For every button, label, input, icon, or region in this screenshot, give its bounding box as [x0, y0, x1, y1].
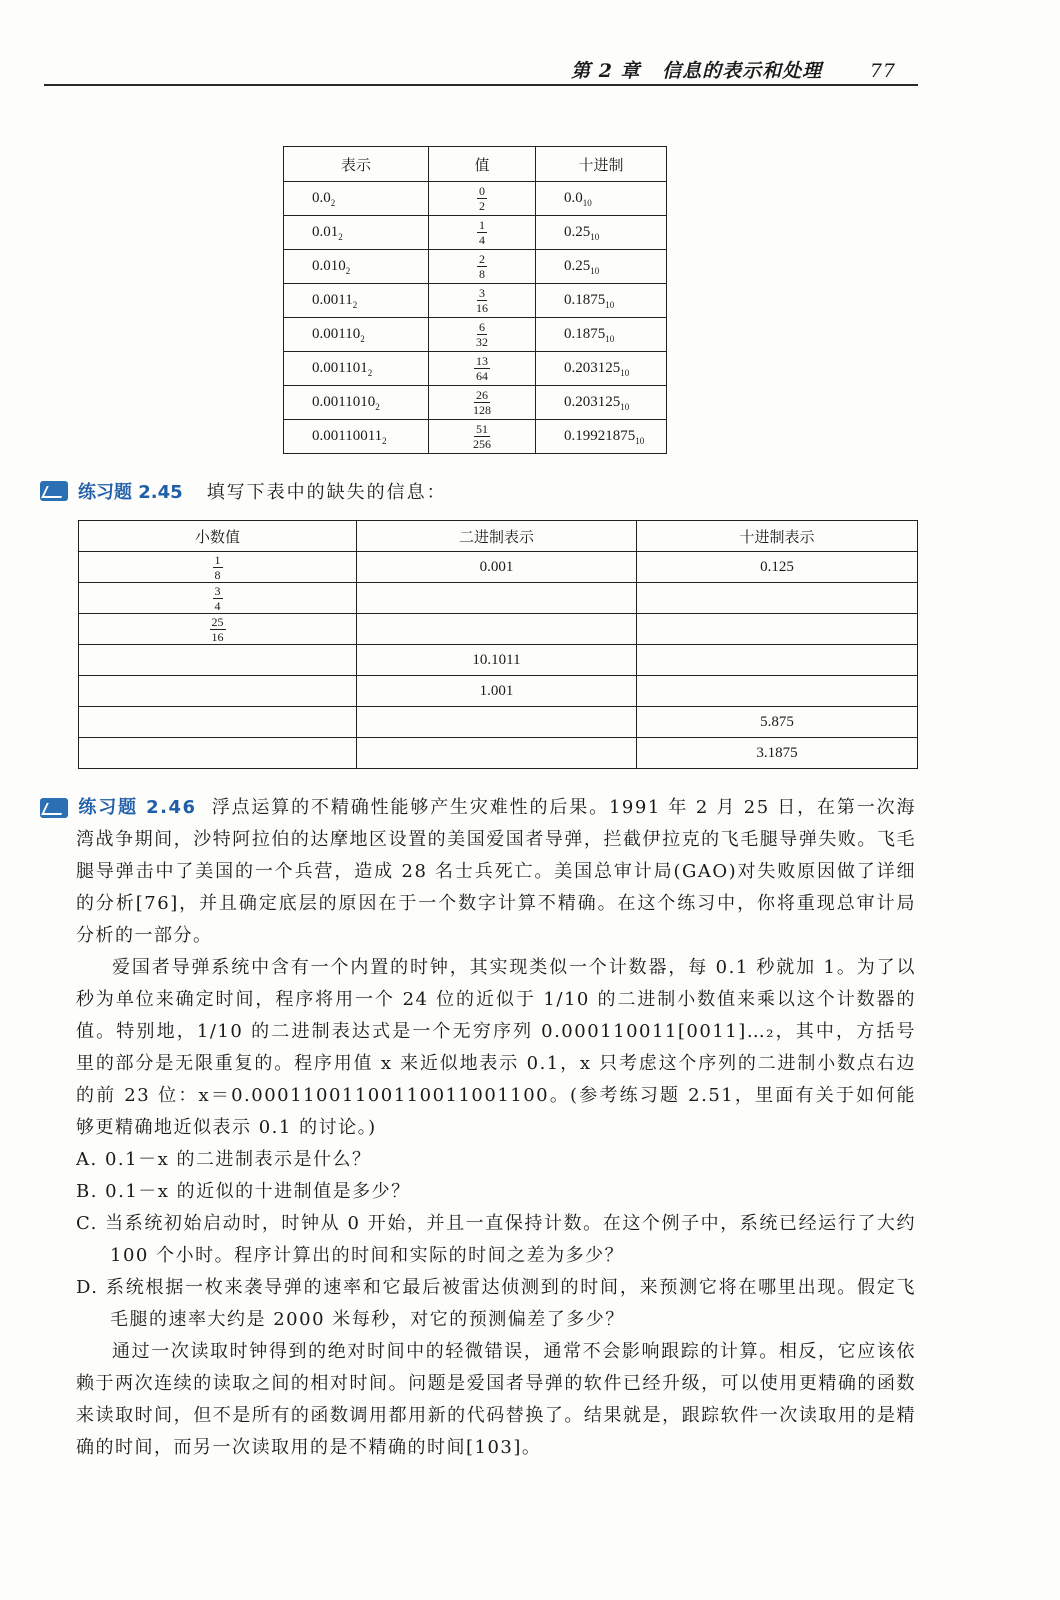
table-row [284, 318, 667, 352]
fraction-value-cell [429, 250, 536, 284]
table-row [79, 583, 918, 614]
decimal-cell [536, 386, 667, 420]
numerator: 13 [476, 354, 488, 368]
paragraph-clock: 爱国者导弹系统中含有一个内置的时钟，其实现类似一个计数器，每 0.1 秒就加 1。为了以秒为单位来确定时间，程序将用一个 24 位的近似于 1/10 的二进制小数值来乘以这个计数器的值。特别地，1/10 的二进制表达式是一个无穷序列 0.000110011[0011]…₂，其中，方括号里的部分是无限重复的。程序用值 x 来近似地表示 0.1，x 只考虑这个序列的二进制小数点右边的前 23 位：x＝0.00011001100110011001100。(参考练习题 2.51，里面有关于如何能够更精确地近似表示 0.1 的讨论。) [76, 957, 916, 1138]
denominator: 128 [473, 403, 491, 417]
header-binary: 二进制表示 [357, 521, 637, 552]
decimal-cell [536, 250, 667, 284]
decimal-cell [536, 182, 667, 216]
fraction-value-cell [79, 583, 357, 614]
denominator: 256 [473, 437, 491, 451]
table-row [284, 284, 667, 318]
exercise-pen-icon [40, 481, 68, 501]
fraction [213, 585, 223, 612]
base-subscript: 10 [605, 299, 615, 310]
fraction [213, 554, 223, 581]
numerator: 25 [211, 614, 224, 629]
fraction-value-cell [429, 284, 536, 318]
fraction-value-cell [429, 352, 536, 386]
table-row [284, 352, 667, 386]
decimal-digits: 0.0 [564, 189, 583, 206]
decimal-cell [637, 614, 918, 645]
decimal-cell [536, 284, 667, 318]
exercise-2-45-heading [40, 478, 447, 504]
fraction-value-cell [429, 420, 536, 454]
denominator: 8 [214, 567, 221, 582]
binary-representation-cell [284, 318, 429, 352]
chapter-title: 信息的表示和处理 [662, 60, 823, 82]
fraction [471, 389, 493, 416]
base-subscript: 10 [620, 367, 630, 378]
table-header-row [79, 521, 918, 552]
fraction [471, 423, 493, 450]
base-subscript: 2 [330, 197, 336, 208]
base-subscript: 10 [605, 333, 615, 344]
decimal-cell [637, 645, 918, 676]
decimal-digits: 0.25 [564, 257, 591, 274]
binary-digits: 0.010 [312, 257, 346, 274]
fraction [474, 321, 490, 348]
fraction-value-cell [79, 614, 357, 645]
header-representation: 表示 [284, 147, 429, 182]
decimal-digits: 0.25 [564, 223, 591, 240]
fraction-value-cell [79, 552, 357, 583]
binary-representation-cell [284, 216, 429, 250]
decimal-digits: 0.203125 [564, 359, 621, 376]
base-subscript: 2 [367, 367, 373, 378]
binary-representation-cell [284, 386, 429, 420]
question-a: A. 0.1－x 的二进制表示是什么？ [76, 1149, 372, 1170]
question-c: C. 当系统初始启动时，时钟从 0 开始，并且一直保持计数。在这个例子中，系统已经运行了大约 100 个小时。程序计算出的时间和实际的时间之差为多少？ [76, 1213, 916, 1266]
numerator: 6 [479, 320, 485, 334]
fraction [474, 287, 490, 314]
base-subscript: 2 [382, 435, 387, 446]
exercise-2-46-intro [76, 792, 916, 952]
numerator: 26 [476, 388, 488, 402]
denominator: 4 [479, 233, 485, 247]
chapter-number: 第 2 章 [571, 60, 641, 82]
denominator: 32 [476, 335, 488, 349]
binary-digits: 0.001101 [312, 359, 368, 376]
base-subscript: 2 [345, 265, 351, 276]
binary-fraction-table [283, 146, 667, 454]
header-decimal: 十进制表示 [637, 521, 918, 552]
fraction-value-cell [429, 318, 536, 352]
decimal-digits: 0.1875 [564, 325, 606, 342]
base-subscript: 2 [360, 333, 365, 344]
fraction [210, 616, 226, 643]
decimal-cell [536, 420, 667, 454]
fraction [474, 355, 490, 382]
denominator: 16 [211, 629, 224, 644]
denominator: 64 [476, 369, 488, 383]
numerator: 2 [479, 252, 485, 266]
fraction-value-cell [79, 676, 357, 707]
denominator: 4 [214, 598, 221, 613]
fraction-value-cell [429, 386, 536, 420]
table-row [79, 645, 918, 676]
decimal-digits: 0.203125 [564, 393, 621, 410]
numerator: 3 [479, 286, 485, 300]
header-fraction: 小数值 [79, 521, 357, 552]
binary-digits: 0.01 [312, 223, 339, 240]
decimal-cell: 5.875 [637, 707, 918, 738]
binary-digits: 0.00110 [312, 325, 361, 342]
decimal-cell [536, 216, 667, 250]
binary-cell: 1.001 [357, 676, 637, 707]
fraction-value-cell [79, 645, 357, 676]
decimal-cell: 0.125 [637, 552, 918, 583]
base-subscript: 2 [352, 299, 358, 310]
binary-representation-cell [284, 250, 429, 284]
denominator: 2 [479, 199, 485, 213]
binary-digits: 0.0011010 [312, 393, 376, 410]
fill-in-table [78, 520, 918, 769]
question-d: D. 系统根据一枚来袭导弹的速率和它最后被雷达侦测到的时间，来预测它将在哪里出现。假定飞毛腿的速率大约是 2000 米每秒，对它的预测偏差了多少？ [76, 1277, 916, 1330]
table-header-row [284, 147, 667, 182]
fraction [477, 185, 487, 212]
decimal-cell [637, 583, 918, 614]
decimal-cell: 3.1875 [637, 738, 918, 769]
binary-digits: 0.0 [312, 189, 331, 206]
decimal-cell [536, 352, 667, 386]
binary-representation-cell [284, 284, 429, 318]
running-header [44, 50, 918, 86]
numerator: 3 [214, 583, 221, 598]
table-row [284, 216, 667, 250]
fraction-value-cell [429, 216, 536, 250]
binary-cell [357, 707, 637, 738]
numerator: 51 [476, 422, 488, 436]
binary-digits: 0.00110011 [312, 427, 383, 444]
fraction [477, 219, 487, 246]
table-row [284, 182, 667, 216]
base-subscript: 10 [620, 401, 630, 412]
table-row [284, 386, 667, 420]
binary-cell [357, 614, 637, 645]
fraction [477, 253, 487, 280]
question-b: B. 0.1－x 的近似的十进制值是多少？ [76, 1181, 411, 1202]
header-text [557, 56, 896, 83]
base-subscript: 10 [582, 197, 592, 208]
exercise-2-46 [76, 792, 916, 1464]
numerator: 1 [214, 552, 221, 567]
binary-representation-cell [284, 420, 429, 454]
table-row [79, 614, 918, 645]
binary-cell: 10.1011 [357, 645, 637, 676]
fraction-value-cell [79, 738, 357, 769]
exercise-label: 练习题 2.45 [78, 482, 183, 503]
fraction-value-cell [79, 707, 357, 738]
decimal-digits: 0.1875 [564, 291, 606, 308]
binary-cell [357, 583, 637, 614]
base-subscript: 10 [635, 435, 645, 446]
decimal-cell [536, 318, 667, 352]
intro-text: 浮点运算的不精确性能够产生灾难性的后果。1991 年 2 月 25 日，在第一次海湾战争期间，沙特阿拉伯的达摩地区设置的美国爱国者导弹，拦截伊拉克的飞毛腿导弹失败。飞毛腿导弹击中了美国的一个兵营，造成 28 名士兵死亡。美国总审计局(GAO)对失败原因做了详细的分析[76]，并且确定底层的原因在于一个数字计算不精确。在这个练习中，你将重现总审计局分析的一部分。 [76, 797, 916, 946]
binary-digits: 0.0011 [312, 291, 353, 308]
numerator: 0 [479, 184, 485, 198]
fraction-value-cell [429, 182, 536, 216]
denominator: 16 [476, 301, 488, 315]
header-decimal: 十进制 [536, 147, 667, 182]
table-row [79, 738, 918, 769]
binary-representation-cell [284, 182, 429, 216]
exercise-label: 练习题 2.46 [78, 797, 197, 818]
header-value: 值 [429, 147, 536, 182]
paragraph-conclusion: 通过一次读取时钟得到的绝对时间中的轻微错误，通常不会影响跟踪的计算。相反，它应该依赖于两次连续的读取之间的相对时间。问题是爱国者导弹的软件已经升级，可以使用更精确的函数来读取时间，但不是所有的函数调用都用新的代码替换了。结果就是，跟踪软件一次读取用的是精确的时间，而另一次读取用的是不精确的时间[103]。 [76, 1341, 916, 1458]
table-row [79, 707, 918, 738]
base-subscript: 2 [338, 231, 343, 242]
table-row [284, 420, 667, 454]
binary-representation-cell [284, 352, 429, 386]
base-subscript: 10 [590, 265, 600, 276]
numerator: 1 [479, 218, 485, 232]
table-row [79, 552, 918, 583]
base-subscript: 2 [375, 401, 380, 412]
binary-cell [357, 738, 637, 769]
decimal-cell [637, 676, 918, 707]
exercise-pen-icon [40, 798, 68, 818]
base-subscript: 10 [590, 231, 600, 242]
exercise-instruction: 填写下表中的缺失的信息： [206, 482, 447, 503]
table-row [284, 250, 667, 284]
page-number: 77 [869, 60, 896, 82]
binary-cell: 0.001 [357, 552, 637, 583]
table-row [79, 676, 918, 707]
denominator: 8 [479, 267, 485, 281]
decimal-digits: 0.19921875 [564, 427, 636, 444]
